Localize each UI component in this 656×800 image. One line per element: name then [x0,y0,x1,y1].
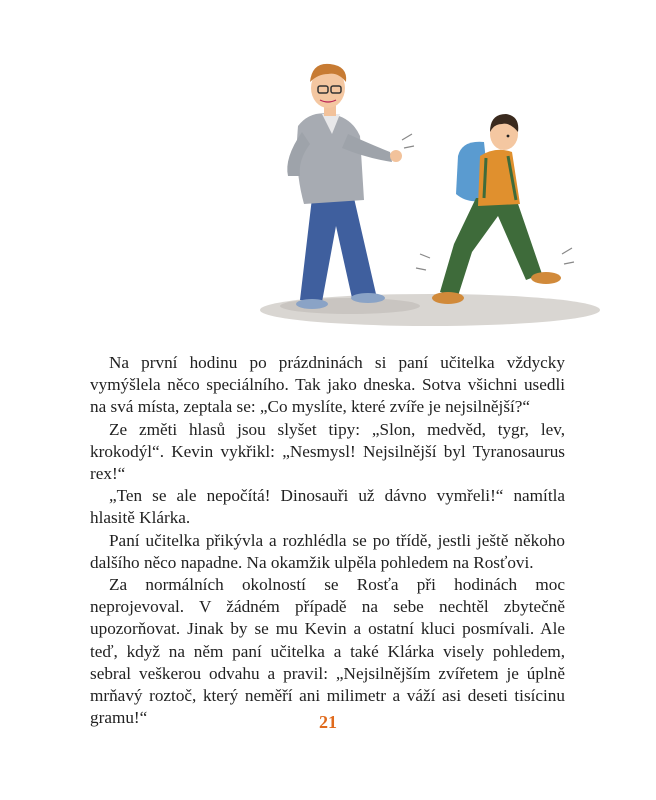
boy-figure [432,114,561,304]
paragraph: Paní učitelka přikývla a rozhlédla se po třídě, jestli ještě někoho dalšího něco napadne. Na okamžik ulpěla pohledem na Rosťovi. [90,530,565,572]
paragraph: Ze změti hlasů jsou slyšet tipy: „Slon, medvěd, tygr, lev, krokodýl“. Kevin vykřikl: „Nesmysl! Nejsilnější byl Tyranosaurus rex!“ [90,419,565,484]
paragraph: „Ten se ale nepočítá! Dinosauři už dávno vymřeli!“ namítla hlasitě Klárka. [90,486,565,528]
paragraph: Za normálních okolností se Rosťa při hodinách moc neprojevoval. V žádném případě na sebe nechtěl zbytečně upozorňovat. Jinak by se mu Kevin a ostatní kluci posmívali. Ale teď, když na něm paní učitelka a také Klárka visely pohledem, sebral veškerou odvahu a pravil: „Nejsilnějším zvířetem je úplně mrňavý roztoč, který neměří ani milimetr a váží asi deseti tisícinu gramu!“ [90,575,565,728]
paragraph: Na první hodinu po prázdninách si paní učitelka vždycky vymýšlela něco speciálního. Tak jako dneska. Sotva všichni usedli na svá místa, zeptala se: „Co myslíte, které zvíře je nejsilnější?“ [90,353,565,417]
story-text [90,352,565,729]
story-illustration [240,48,600,338]
teacher-figure [287,64,402,309]
page-number: 21 [319,712,337,732]
